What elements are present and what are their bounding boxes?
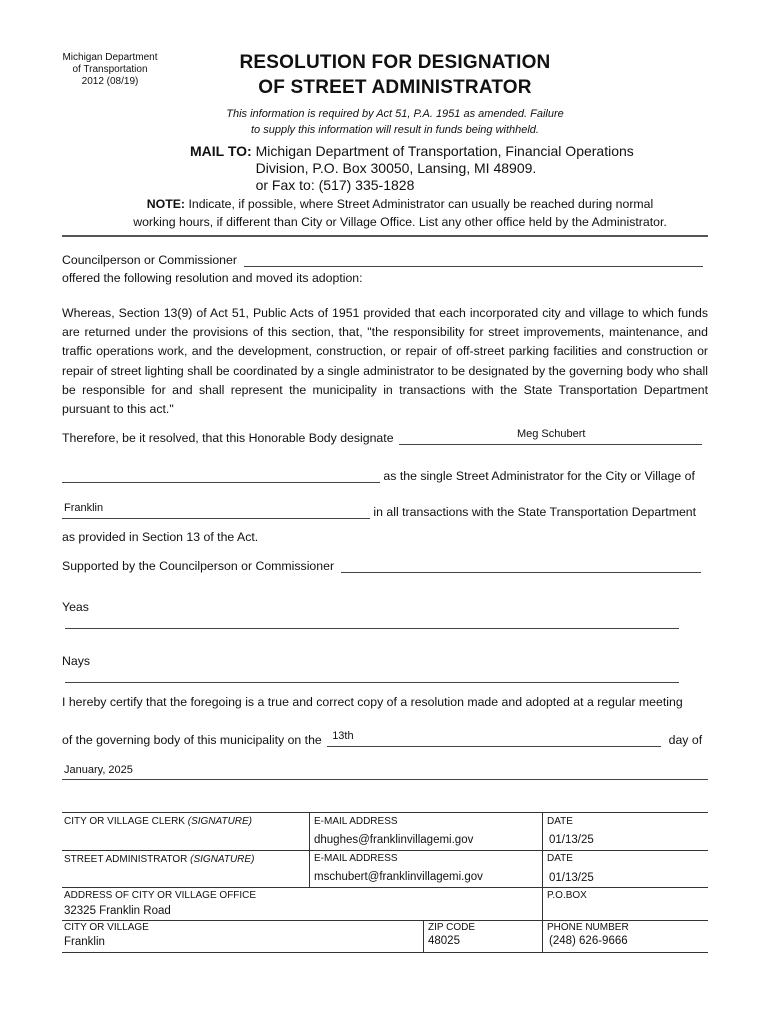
offered-text: offered the following resolution and moved its adoption: (62, 271, 363, 285)
note-label: NOTE: (146, 197, 186, 211)
header-divider (62, 235, 708, 237)
admin-email-label: E-MAIL ADDRESS (314, 853, 398, 864)
supported-row (62, 558, 708, 573)
nays-row (62, 654, 708, 683)
day-of-text: day of (668, 733, 703, 747)
notice-line2: to supply this information will result in funds being withheld. (251, 124, 539, 136)
clerk-date-label: DATE (547, 816, 573, 827)
supported-label: Supported by the Councilperson or Commissioner (62, 559, 335, 573)
address-field[interactable]: 32325 Franklin Road (64, 905, 171, 917)
form-title (200, 50, 590, 100)
whereas-paragraph: Whereas, Section 13(9) of Act 51, Public Acts of 1951 provided that each incorporated city and village to which funds are returned under the provisions of this section, that, "the responsibility for street improvements, maintenance, and traffic operations work, and the development, construction, or repair of off-street parking facilities and construction or repair of street lighting shall be coordinated by a single administrator to be designated by the governing body who shall be responsible for and shall represent the municipality in transactions with the State Transportation Department pursuant to this act." (62, 306, 708, 417)
admin-email-field[interactable]: mschubert@franklinvillagemi.gov (314, 871, 483, 883)
designee-field[interactable] (399, 430, 702, 445)
notice-line1: This information is required by Act 51, P.A. 1951 as amended. Failure (226, 108, 564, 120)
requirement-notice (160, 106, 630, 138)
form-number: 2012 (08/19) (81, 76, 139, 87)
yeas-field[interactable] (65, 614, 679, 629)
yeas-label: Yeas (62, 600, 89, 614)
transactions-text: in all transactions with the State Transportation Department (373, 505, 697, 519)
provided-text: as provided in Section 13 of the Act. (62, 530, 259, 544)
mail-line3: or Fax to: (517) 335-1828 (255, 177, 415, 193)
note-block (100, 195, 700, 231)
admin-label: STREET ADMINISTRATOR (SIGNATURE) (64, 854, 255, 865)
agency-name-line1: Michigan Department (62, 52, 158, 63)
admin-date-label: DATE (547, 853, 573, 864)
city-field[interactable]: Franklin (64, 936, 105, 948)
supported-field[interactable] (341, 558, 701, 573)
clerk-date-field[interactable]: 01/13/25 (549, 834, 594, 846)
day-field[interactable] (327, 732, 661, 747)
boxes-divider-zip (423, 920, 424, 952)
nays-label: Nays (62, 654, 91, 668)
certify-text: I hereby certify that the foregoing is a true and correct copy of a resolution made and adopted at a regular meeting (62, 695, 683, 709)
boxes-row2-border (62, 887, 708, 888)
form-title-line1: RESOLUTION FOR DESIGNATION (239, 52, 551, 73)
mail-line2: Division, P.O. Box 30050, Lansing, MI 48909. (255, 160, 537, 176)
clerk-email-label: E-MAIL ADDRESS (314, 816, 398, 827)
admin-date-field[interactable]: 01/13/25 (549, 872, 594, 884)
councilperson-row (62, 252, 708, 267)
date-row (62, 732, 708, 747)
phone-field[interactable]: (248) 626-9666 (549, 935, 628, 947)
day-value: 13th (332, 730, 354, 742)
zip-field[interactable]: 48025 (428, 935, 460, 947)
zip-label: ZIP CODE (428, 922, 476, 933)
designee-value: Meg Schubert (516, 428, 586, 440)
designee-continuation-field[interactable] (62, 468, 380, 483)
note-line1: Indicate, if possible, where Street Administrator can usually be reached during normal (188, 197, 654, 211)
municipality-value: Franklin (64, 502, 104, 514)
phone-label: PHONE NUMBER (547, 922, 629, 933)
mail-line1: Michigan Department of Transportation, Financial Operations (255, 143, 634, 159)
clerk-label: CITY OR VILLAGE CLERK (SIGNATURE) (64, 816, 253, 827)
single-admin-text: as the single Street Administrator for the City or Village of (383, 469, 695, 483)
therefore-text: Therefore, be it resolved, that this Honorable Body designate (62, 431, 394, 445)
boxes-row3-border (62, 920, 708, 921)
municipality-row (62, 504, 708, 519)
address-label: ADDRESS OF CITY OR VILLAGE OFFICE (64, 890, 257, 901)
therefore-row (62, 430, 708, 445)
city-label: CITY OR VILLAGE (64, 922, 149, 933)
month-year-field[interactable] (62, 764, 708, 780)
mail-to-block (190, 143, 634, 194)
pobox-label: P.O.BOX (547, 890, 587, 901)
boxes-divider-email (309, 812, 310, 887)
municipality-field[interactable] (62, 504, 370, 519)
clerk-signature-field[interactable] (63, 812, 308, 850)
yeas-row (62, 600, 708, 629)
admin-signature-field[interactable] (63, 851, 308, 887)
boxes-bottom-border (62, 952, 708, 953)
governing-text: of the governing body of this municipality on the (62, 733, 322, 747)
note-line2: working hours, if different than City or Village Office. List any other office held by the Administrator. (133, 215, 667, 229)
nays-field[interactable] (65, 668, 679, 683)
single-admin-row (62, 468, 708, 483)
clerk-email-field[interactable]: dhughes@franklinvillagemi.gov (314, 834, 474, 846)
month-year-value: January, 2025 (64, 764, 133, 776)
councilperson-label: Councilperson or Commissioner (62, 253, 237, 267)
mail-to-label: MAIL TO: (190, 143, 252, 159)
agency-name-line2: of Transportation (72, 64, 148, 75)
councilperson-field[interactable] (244, 252, 703, 267)
agency-block (40, 52, 180, 88)
form-title-line2: OF STREET ADMINISTRATOR (258, 77, 532, 98)
boxes-divider-date (542, 812, 543, 952)
